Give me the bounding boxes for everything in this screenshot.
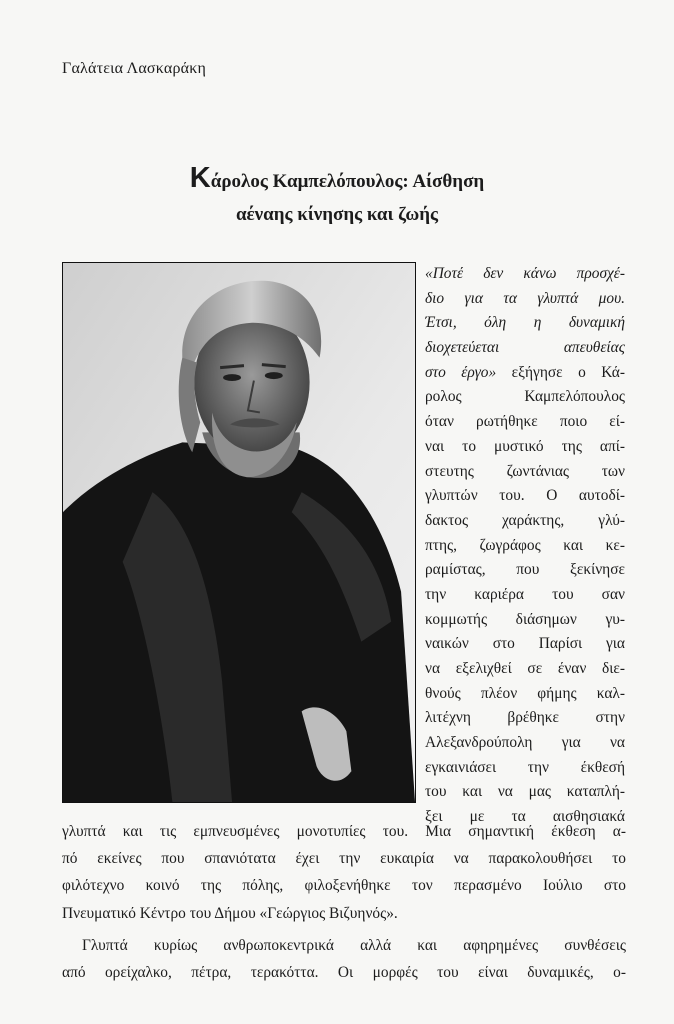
column-line: λιτέχνη βρέθηκε στην bbox=[425, 709, 625, 727]
column-line: να εξελιχθεί σε έναν διε- bbox=[425, 660, 625, 677]
column-line: γλυπτών του. Ο αυτοδί- bbox=[425, 487, 625, 505]
portrait-illustration bbox=[63, 263, 415, 802]
column-line: ναικών στο Παρίσι για bbox=[425, 635, 625, 653]
column-line: όταν ρωτήθηκε ποιο εί- bbox=[425, 413, 625, 431]
quote-text: Έτσι, όλη η δυναμική bbox=[425, 314, 625, 332]
column-line: Αλεξανδρούπολη για να bbox=[425, 734, 625, 752]
column-line: την καριέρα του σαν bbox=[425, 585, 625, 603]
column-line: θνούς πλέον φήμης καλ- bbox=[425, 684, 625, 702]
column-line bbox=[425, 287, 625, 312]
quote-text: στο έργο» bbox=[425, 363, 497, 381]
paragraph-line: από ορείχαλκο, πέτρα, τερακόττα. Οι μορφές του είναι δυναμικές, ο- bbox=[62, 964, 626, 982]
column-line: στευτης ζωντάνιας των bbox=[425, 462, 625, 480]
quote-text: διοχετεύεται απευθείας bbox=[425, 339, 625, 357]
article-title bbox=[0, 162, 674, 231]
column-line: ναι το μυστικό της απί- bbox=[425, 437, 625, 455]
column-text: εξήγησε ο Κά- bbox=[496, 363, 625, 381]
column-line: ξει με τα αισθησιακά bbox=[425, 808, 625, 826]
portrait-photo bbox=[62, 262, 416, 803]
column-line: κομμωτής διάσημων γυ- bbox=[425, 610, 625, 628]
column-line bbox=[425, 361, 625, 386]
title-line-1-text: άρολος Καμπελόπουλος: Αίσθηση bbox=[210, 171, 485, 192]
title-dropcap: Κ bbox=[189, 162, 211, 194]
paragraph-line: γλυπτά και τις εμπνευσμένες μονοτυπίες του. Μια σημαντική έκθεση α- bbox=[62, 823, 626, 840]
column-line: ρολος Καμπελόπουλος bbox=[425, 388, 625, 406]
column-line bbox=[425, 262, 625, 287]
title-line-2: αέναης κίνησης και ζωής bbox=[235, 204, 439, 225]
paragraph-line: φιλότεχνο κοινό της πόλης, φιλοξενήθηκε τον περασμένο Ιούλιο στο bbox=[62, 877, 626, 895]
column-line bbox=[425, 336, 625, 361]
column-line: ραμίστας, που ξεκίνησε bbox=[425, 561, 625, 579]
column-line: του και να μας καταπλή- bbox=[425, 783, 625, 801]
author-name: Γαλάτεια Λασκαράκη bbox=[62, 60, 207, 77]
text-column bbox=[425, 262, 625, 830]
paragraph-line: Πνευματικό Κέντρο του Δήμου «Γεώργιος Βιζυηνός». bbox=[62, 904, 398, 922]
paragraph-line: πό εκείνες που σπανιότατα έχει την ευκαιρία να παρακολουθήσει το bbox=[62, 850, 626, 868]
column-line: δακτος χαράκτης, γλύ- bbox=[425, 511, 625, 529]
paragraph-1 bbox=[62, 818, 626, 927]
paragraph-2 bbox=[62, 932, 626, 986]
column-line bbox=[425, 311, 625, 336]
paragraph-line: Γλυπτά κυρίως ανθρωποκεντρικά αλλά και αφηρημένες συνθέσεις bbox=[82, 937, 626, 954]
quote-text: «Ποτέ δεν κάνω προσχέ- bbox=[425, 265, 625, 282]
column-line: εγκαινιάσει την έκθεσή bbox=[425, 758, 625, 776]
title-line-1 bbox=[0, 162, 674, 198]
column-line: πτης, ζωγράφος και κε- bbox=[425, 536, 625, 554]
quote-text: διο για τα γλυπτά μου. bbox=[425, 289, 625, 307]
